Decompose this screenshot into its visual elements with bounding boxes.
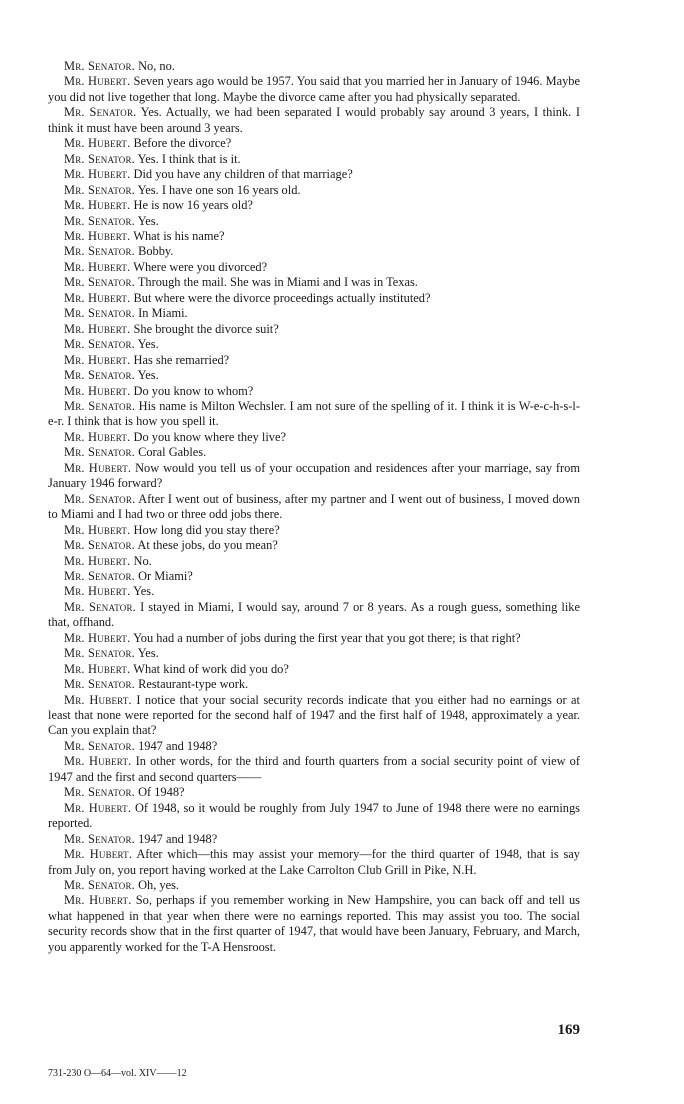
speaker-label: Mr. Senator. (64, 368, 135, 383)
transcript-paragraph (48, 105, 580, 136)
speaker-label: Mr. Hubert. (64, 383, 131, 398)
speaker-label: Mr. Hubert. (64, 522, 131, 537)
speech-text: What kind of work did you do? (133, 661, 289, 676)
transcript-paragraph (48, 260, 580, 275)
transcript-paragraph (48, 337, 580, 352)
transcript-paragraph (48, 538, 580, 553)
speaker-label: Mr. Senator. (64, 244, 135, 259)
speech-text: Before the divorce? (133, 136, 232, 151)
speech-text: Yes. (137, 337, 159, 352)
speech-text: Where were you divorced? (133, 259, 268, 274)
speaker-label: Mr. Hubert. (64, 352, 131, 367)
transcript-paragraph (48, 152, 580, 167)
speaker-label: Mr. Senator. (64, 538, 135, 553)
speaker-label: Mr. Senator. (64, 831, 135, 846)
speaker-label: Mr. Senator. (64, 306, 135, 321)
transcript-paragraph (48, 523, 580, 538)
transcript-paragraph (48, 306, 580, 321)
speech-text: He is now 16 years old? (133, 198, 253, 213)
speech-text: Yes. I have one son 16 years old. (137, 182, 301, 197)
speaker-label: Mr. Hubert. (64, 259, 131, 274)
speech-text: Do you know where they live? (133, 429, 286, 444)
speaker-label: Mr. Senator. (64, 646, 135, 661)
transcript-paragraph (48, 785, 580, 800)
speech-text: Restaurant-type work. (138, 677, 249, 692)
speech-text: 1947 and 1948? (138, 738, 218, 753)
transcript-paragraph (48, 461, 580, 492)
transcript-paragraph (48, 229, 580, 244)
speaker-label: Mr. Hubert. (64, 136, 131, 151)
speech-text: Do you know to whom? (133, 383, 254, 398)
speaker-label: Mr. Senator. (64, 599, 136, 614)
transcript-paragraph (48, 291, 580, 306)
speech-text: Coral Gables. (138, 445, 207, 460)
transcript-paragraph (48, 74, 580, 105)
speech-text: Seven years ago would be 1957. You said that you married her in January of 1946. Maybe you did not live together that long. Maybe the divorce came after you had physically separated. (48, 74, 580, 104)
transcript-paragraph (48, 368, 580, 383)
speaker-label: Mr. Hubert. (64, 553, 131, 568)
speaker-label: Mr. Hubert. (64, 74, 131, 89)
speech-text: Or Miami? (138, 568, 193, 583)
speech-text: Oh, yes. (138, 878, 180, 893)
speech-text: Has she remarried? (133, 352, 230, 367)
speech-text: What is his name? (133, 228, 225, 243)
speaker-label: Mr. Hubert. (64, 754, 132, 769)
speech-text: Yes. Actually, we had been separated I would probably say around 3 years, I think. I think it must have been around 3 years. (48, 105, 580, 135)
speech-text: Bobby. (138, 244, 174, 259)
transcript-paragraph (48, 801, 580, 832)
transcript-paragraph (48, 569, 580, 584)
transcript-paragraph (48, 198, 580, 213)
speech-text: No, no. (138, 59, 175, 73)
transcript-paragraph (48, 893, 580, 955)
speech-text: Yes. (137, 368, 159, 383)
transcript-paragraph (48, 739, 580, 754)
transcript-paragraph (48, 693, 580, 739)
speech-text: In Miami. (138, 306, 188, 321)
transcript-paragraph (48, 554, 580, 569)
speech-text: In other words, for the third and fourth quarters from a social security point of view of 1947 and the first and second quarters—— (48, 754, 580, 784)
transcript-paragraph (48, 600, 580, 631)
transcript-paragraph (48, 662, 580, 677)
transcript-paragraph (48, 646, 580, 661)
speech-text: At these jobs, do you mean? (137, 538, 278, 553)
transcript-paragraph (48, 59, 580, 74)
speech-text: Yes. I think that is it. (137, 151, 241, 166)
speaker-label: Mr. Senator. (64, 151, 135, 166)
transcript-paragraph (48, 136, 580, 151)
transcript-paragraph (48, 275, 580, 290)
transcript-paragraph (48, 492, 580, 523)
transcript-body (48, 59, 580, 955)
transcript-paragraph (48, 430, 580, 445)
speaker-label: Mr. Hubert. (64, 692, 132, 707)
transcript-paragraph (48, 878, 580, 893)
speaker-label: Mr. Senator. (64, 59, 135, 73)
speaker-label: Mr. Senator. (64, 677, 135, 692)
speaker-label: Mr. Senator. (64, 568, 135, 583)
speaker-label: Mr. Senator. (64, 878, 135, 893)
speaker-label: Mr. Senator. (64, 105, 137, 120)
speech-text: After I went out of business, after my partner and I went out of business, I moved down to Miami and I had two or three odd jobs there. (48, 491, 580, 522)
transcript-paragraph (48, 631, 580, 646)
transcript-paragraph (48, 244, 580, 259)
page-number: 169 (557, 1022, 580, 1038)
speech-text: Of 1948? (138, 785, 185, 800)
speech-text: You had a number of jobs during the first year that you got there; is that right? (133, 630, 521, 645)
speech-text: But where were the divorce proceedings actually instituted? (133, 290, 431, 305)
speech-text: I notice that your social security records indicate that you either had no earnings or at least that none were reported for the second half of 1947 and the first half of 1948, approximately a year. Can you explain that? (48, 692, 580, 738)
transcript-paragraph (48, 322, 580, 337)
print-code-footer: 731-230 O—64—vol. XIV——12 (48, 1068, 187, 1079)
transcript-paragraph (48, 384, 580, 399)
speaker-label: Mr. Hubert. (64, 893, 132, 908)
speech-text: Yes. (133, 584, 155, 599)
speaker-label: Mr. Hubert. (64, 290, 131, 305)
speech-text: His name is Milton Wechsler. I am not sure of the spelling of it. I think it is W-e-c-h-s-l-e-r. I think that is how you spell it. (48, 398, 580, 429)
speaker-label: Mr. Hubert. (64, 167, 131, 182)
speaker-label: Mr. Hubert. (64, 429, 131, 444)
speech-text: I stayed in Miami, I would say, around 7 or 8 years. As a rough guess, something like that, offhand. (48, 599, 580, 630)
speaker-label: Mr. Hubert. (64, 228, 131, 243)
speech-text: Of 1948, so it would be roughly from July 1947 to June of 1948 there were no earnings reported. (48, 800, 580, 831)
speaker-label: Mr. Senator. (64, 275, 135, 290)
speech-text: Did you have any children of that marriage? (133, 167, 353, 182)
transcript-paragraph (48, 832, 580, 847)
transcript-paragraph (48, 445, 580, 460)
speech-text: She brought the divorce suit? (133, 321, 279, 336)
transcript-paragraph (48, 584, 580, 599)
speaker-label: Mr. Senator. (64, 182, 135, 197)
speaker-label: Mr. Senator. (64, 445, 135, 460)
transcript-paragraph (48, 353, 580, 368)
speaker-label: Mr. Hubert. (64, 847, 133, 862)
transcript-paragraph (48, 399, 580, 430)
speaker-label: Mr. Hubert. (64, 584, 131, 599)
speaker-label: Mr. Hubert. (64, 460, 132, 475)
transcript-paragraph (48, 677, 580, 692)
speaker-label: Mr. Hubert. (64, 800, 132, 815)
speaker-label: Mr. Hubert. (64, 661, 131, 676)
transcript-paragraph (48, 214, 580, 229)
speaker-label: Mr. Senator. (64, 785, 135, 800)
transcript-paragraph (48, 847, 580, 878)
speech-text: How long did you stay there? (133, 522, 280, 537)
speaker-label: Mr. Senator. (64, 738, 135, 753)
speaker-label: Mr. Hubert. (64, 198, 131, 213)
speaker-label: Mr. Senator. (64, 213, 135, 228)
speech-text: Yes. (137, 646, 159, 661)
speech-text: So, perhaps if you remember working in New Hampshire, you can back off and tell us what happened in that year when there were no earnings reported. This may assist you too. The social security records show that in the first quarter of 1947, that would have been January, February, and March, you apparently worked for the T-A Hensroost. (48, 893, 580, 954)
speaker-label: Mr. Senator. (64, 337, 135, 352)
speech-text: After which—this may assist your memory—for the third quarter of 1948, that is say from July on, you report having worked at the Lake Carrolton Club Grill in Pike, N.H. (48, 847, 581, 877)
speech-text: 1947 and 1948? (138, 831, 218, 846)
speech-text: Yes. (137, 213, 159, 228)
speech-text: Now would you tell us of your occupation and residences after your marriage, say from January 1946 forward? (48, 460, 580, 491)
speaker-label: Mr. Hubert. (64, 321, 131, 336)
transcript-paragraph (48, 167, 580, 182)
speaker-label: Mr. Senator. (64, 398, 136, 413)
speaker-label: Mr. Hubert. (64, 630, 131, 645)
speech-text: No. (133, 553, 152, 568)
speech-text: Through the mail. She was in Miami and I was in Texas. (137, 275, 418, 290)
speaker-label: Mr. Senator. (64, 491, 136, 506)
transcript-paragraph (48, 183, 580, 198)
transcript-paragraph (48, 754, 580, 785)
